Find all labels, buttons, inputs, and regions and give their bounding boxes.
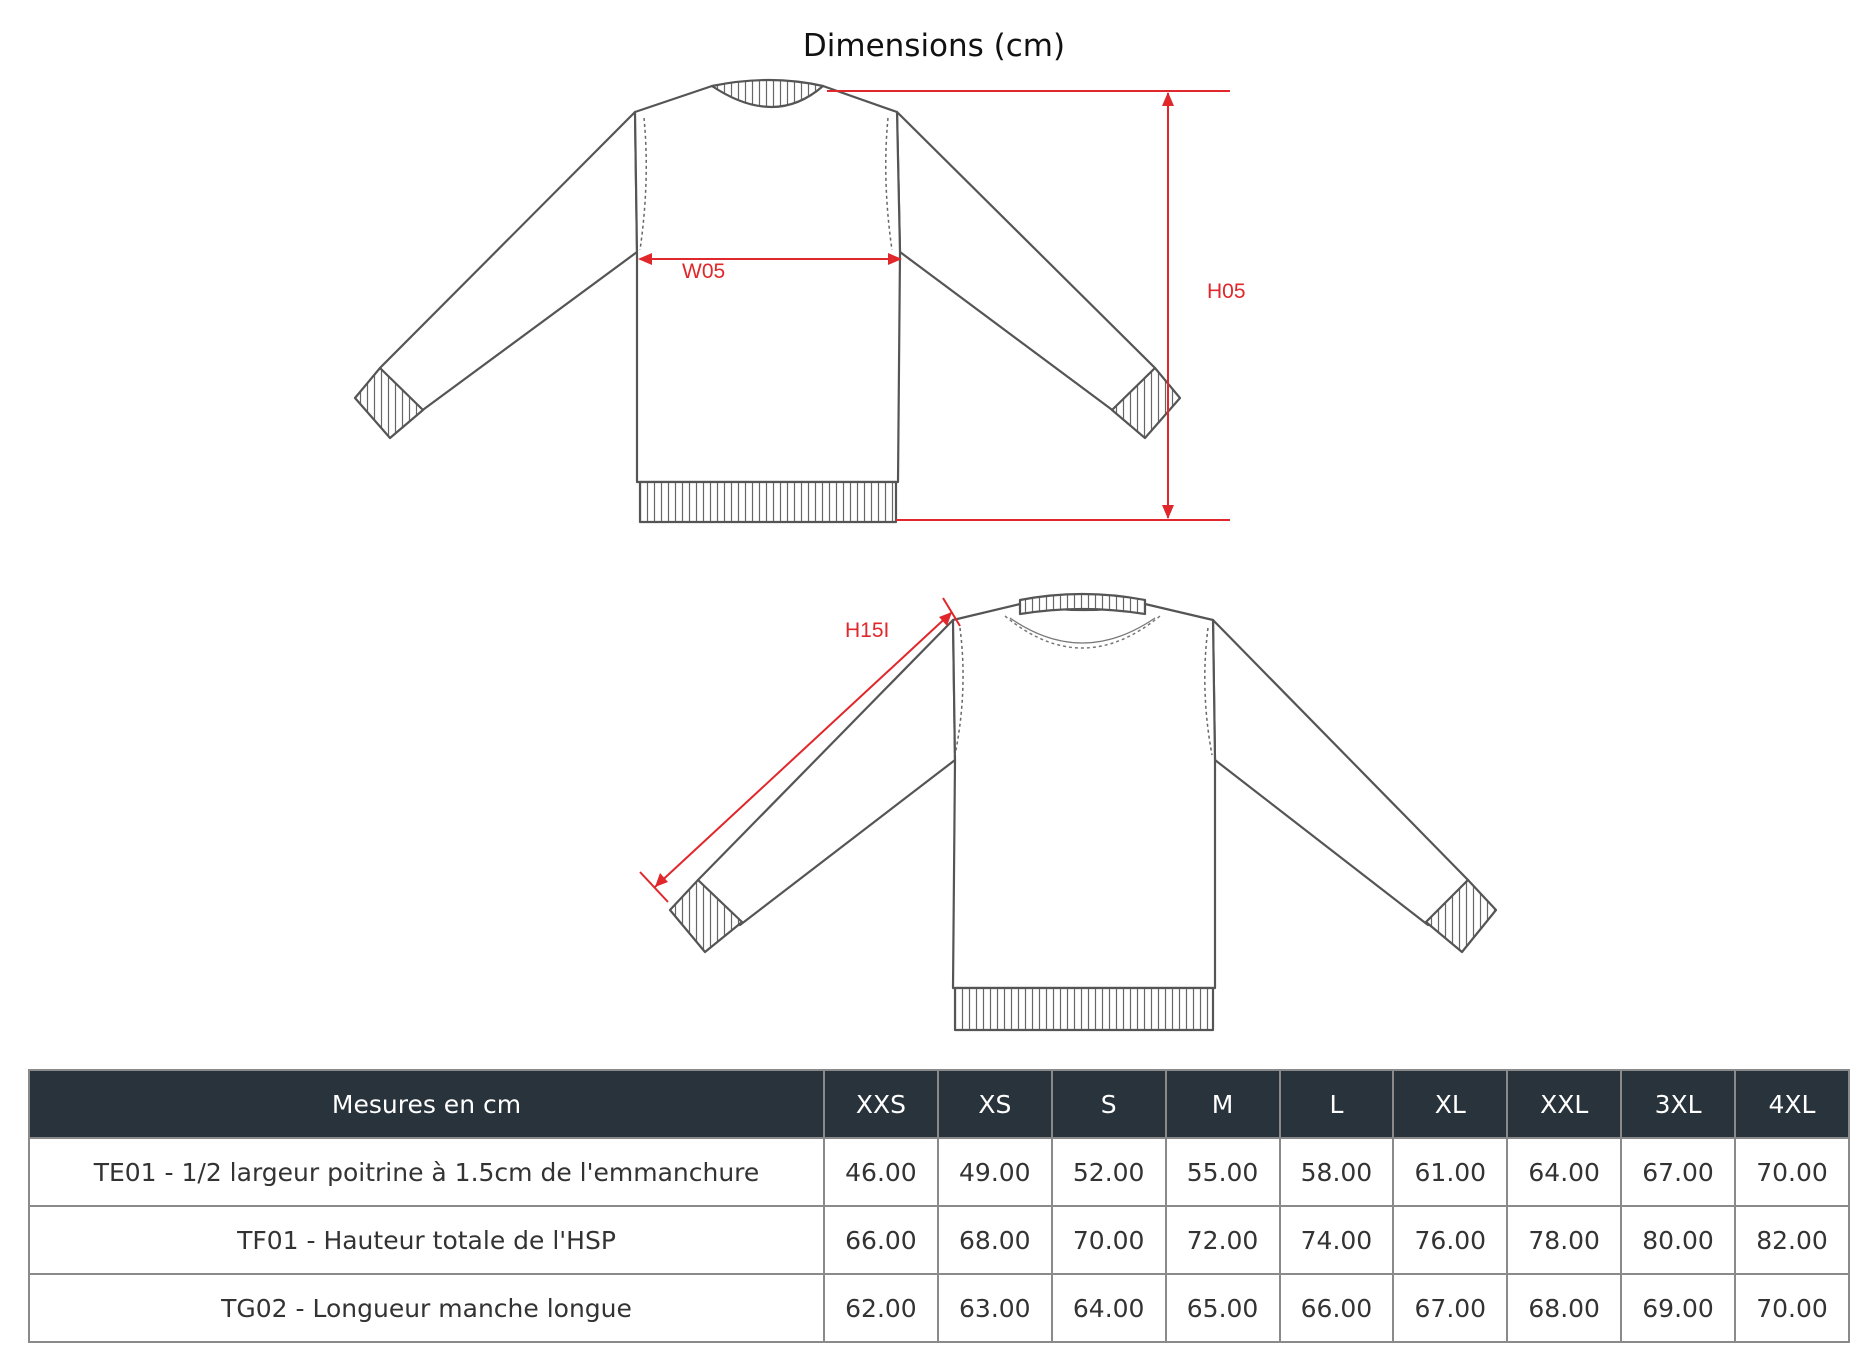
cell-value: 66.00: [1280, 1274, 1394, 1342]
header-size: XL: [1393, 1070, 1507, 1138]
cell-value: 67.00: [1393, 1274, 1507, 1342]
cell-value: 68.00: [1507, 1274, 1621, 1342]
cell-value: 61.00: [1393, 1138, 1507, 1206]
back-body: [953, 604, 1215, 988]
header-size: XXS: [824, 1070, 938, 1138]
front-right-sleeve: [897, 112, 1155, 412]
header-size: L: [1280, 1070, 1394, 1138]
page-title: Dimensions (cm): [802, 28, 1066, 64]
cell-value: 70.00: [1735, 1274, 1849, 1342]
cell-value: 52.00: [1052, 1138, 1166, 1206]
cell-value: 78.00: [1507, 1206, 1621, 1274]
size-table-header: [29, 1070, 1849, 1138]
back-right-sleeve: [1213, 620, 1468, 925]
cell-value: 74.00: [1280, 1206, 1394, 1274]
cell-value: 64.00: [1507, 1138, 1621, 1206]
row-label: TE01 - 1/2 largeur poitrine à 1.5cm de l'emmanchure: [29, 1138, 824, 1206]
cell-value: 70.00: [1052, 1206, 1166, 1274]
header-size: 4XL: [1735, 1070, 1849, 1138]
cell-value: 63.00: [938, 1274, 1052, 1342]
cell-value: 69.00: [1621, 1274, 1735, 1342]
chest-measure-label: W05: [682, 260, 726, 283]
size-table: [28, 1069, 1850, 1343]
cell-value: 64.00: [1052, 1274, 1166, 1342]
cell-value: 67.00: [1621, 1138, 1735, 1206]
cell-value: 66.00: [824, 1206, 938, 1274]
front-left-sleeve: [380, 112, 637, 412]
table-row: [29, 1274, 1849, 1342]
table-row: [29, 1206, 1849, 1274]
cell-value: 72.00: [1166, 1206, 1280, 1274]
header-size: S: [1052, 1070, 1166, 1138]
table-row: [29, 1138, 1849, 1206]
cell-value: 55.00: [1166, 1138, 1280, 1206]
sleeve-measure-label: H15I: [845, 619, 890, 642]
cell-value: 49.00: [938, 1138, 1052, 1206]
front-sweater: [355, 80, 1180, 522]
back-sweater: [670, 594, 1496, 1030]
header-size: XS: [938, 1070, 1052, 1138]
cell-value: 62.00: [824, 1274, 938, 1342]
cell-value: 76.00: [1393, 1206, 1507, 1274]
front-hem: [640, 482, 896, 522]
front-body: [635, 86, 900, 482]
header-size: XXL: [1507, 1070, 1621, 1138]
height-measure-label: H05: [1207, 280, 1246, 303]
row-label: TF01 - Hauteur totale de l'HSP: [29, 1206, 824, 1274]
row-label: TG02 - Longueur manche longue: [29, 1274, 824, 1342]
cell-value: 82.00: [1735, 1206, 1849, 1274]
header-size: M: [1166, 1070, 1280, 1138]
cell-value: 70.00: [1735, 1138, 1849, 1206]
cell-value: 68.00: [938, 1206, 1052, 1274]
cell-value: 80.00: [1621, 1206, 1735, 1274]
cell-value: 46.00: [824, 1138, 938, 1206]
cell-value: 58.00: [1280, 1138, 1394, 1206]
back-hem: [955, 988, 1213, 1030]
cell-value: 65.00: [1166, 1274, 1280, 1342]
header-measures: Mesures en cm: [29, 1070, 824, 1138]
back-left-sleeve: [698, 620, 955, 925]
header-size: 3XL: [1621, 1070, 1735, 1138]
